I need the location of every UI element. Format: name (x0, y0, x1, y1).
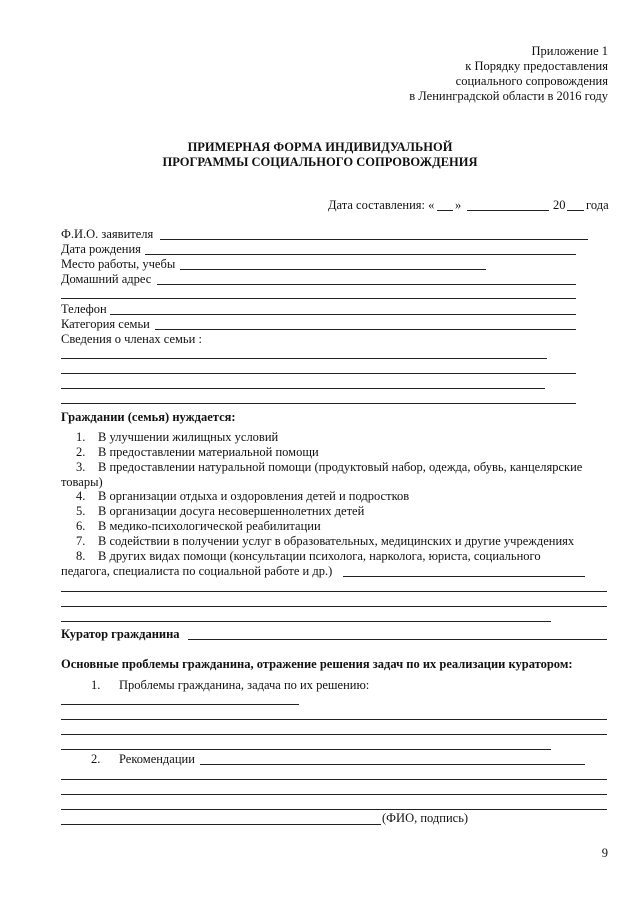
recommend-number: 2. (91, 752, 101, 766)
need-text: педагога, специалиста по социальной работе и др.) (61, 564, 333, 578)
address-blank-extra (61, 298, 576, 299)
recommend-blank (61, 809, 607, 810)
members-blank (61, 373, 576, 374)
date-month-blank (467, 210, 549, 211)
address-label: Домашний адрес (61, 272, 152, 286)
members-blank (61, 403, 576, 404)
recommend-blank (61, 794, 607, 795)
need-text: В медико-психологической реабилитации (98, 519, 321, 533)
problems-blank (61, 749, 551, 750)
other-help-blank (343, 576, 585, 577)
fio-label: Ф.И.О. заявителя (61, 227, 154, 241)
need-text: В организации досуга несовершеннолетних детей (98, 504, 365, 518)
work-label: Место работы, учебы (61, 257, 176, 271)
needs-heading: Граждании (семья) нуждается: (61, 410, 236, 424)
need-number: 3. (76, 460, 86, 474)
birth-blank (145, 254, 576, 255)
need-number: 5. (76, 504, 86, 518)
title-line: ПРИМЕРНАЯ ФОРМА ИНДИВИДУАЛЬНОЙ (187, 140, 453, 154)
recommend-text: Рекомендации (119, 752, 195, 766)
document-title (0, 140, 640, 170)
problems-blank (61, 704, 299, 705)
notes-blank (61, 606, 607, 607)
appendix-line: Приложение 1 (531, 44, 608, 58)
need-number: 6. (76, 519, 86, 533)
recommend-blank (200, 764, 585, 765)
need-text: В предоставлении материальной помощи (98, 445, 319, 459)
birth-label: Дата рождения (61, 242, 141, 256)
problems-heading: Основные проблемы гражданина, отражение решения задач по их реализации куратором: (61, 657, 573, 671)
date-close-quote: » (455, 198, 462, 212)
date-year-blank (567, 210, 584, 211)
recommend-blank (61, 779, 607, 780)
address-blank (157, 284, 576, 285)
need-number: 2. (76, 445, 86, 459)
date-year-prefix: 20 (553, 198, 566, 212)
notes-blank (61, 591, 607, 592)
appendix-line: в Ленинградской области в 2016 году (409, 89, 608, 103)
members-blank (61, 388, 545, 389)
need-text: В предоставлении натуральной помощи (продуктовый набор, одежда, обувь, канцелярские (98, 460, 583, 474)
signature-label: (ФИО, подпись) (382, 811, 469, 825)
category-label: Категория семьи (61, 317, 150, 331)
need-text: В других видах помощи (консультации психолога, нарколога, юриста, социального (98, 549, 541, 563)
problems-blank (61, 719, 607, 720)
curator-blank (188, 639, 607, 640)
appendix-line: к Порядку предоставления (465, 59, 608, 73)
date-year-suffix: года (586, 198, 609, 212)
date-label: Дата составления: « (328, 198, 435, 212)
need-text: В содействии в получении услуг в образовательных, медицинских и другие учреждениях (98, 534, 575, 548)
work-blank (180, 269, 486, 270)
appendix-note (409, 44, 608, 104)
appendix-line: социального сопровождения (455, 74, 608, 88)
curator-label: Куратор гражданина (61, 627, 180, 641)
need-number: 1. (76, 430, 86, 444)
problems-text: Проблемы гражданина, задача по их решению: (119, 678, 370, 692)
page-number: 9 (601, 846, 608, 860)
phone-label: Телефон (61, 302, 107, 316)
fio-blank (160, 239, 588, 240)
need-text: товары) (61, 475, 103, 489)
need-text: В улучшении жилищных условий (98, 430, 279, 444)
title-line: ПРОГРАММЫ СОЦИАЛЬНОГО СОПРОВОЖДЕНИЯ (162, 155, 478, 169)
need-number: 4. (76, 489, 86, 503)
need-number: 7. (76, 534, 86, 548)
category-blank (155, 329, 576, 330)
need-number: 8. (76, 549, 86, 563)
signature-blank (61, 824, 381, 825)
members-label: Сведения о членах семьи : (61, 332, 202, 346)
date-day-blank (437, 210, 453, 211)
need-text: В организации отдыха и оздоровления детей и подростков (98, 489, 410, 503)
problems-blank (61, 734, 607, 735)
members-blank (61, 358, 547, 359)
problems-number: 1. (91, 678, 101, 692)
phone-blank (110, 314, 576, 315)
notes-blank (61, 621, 551, 622)
